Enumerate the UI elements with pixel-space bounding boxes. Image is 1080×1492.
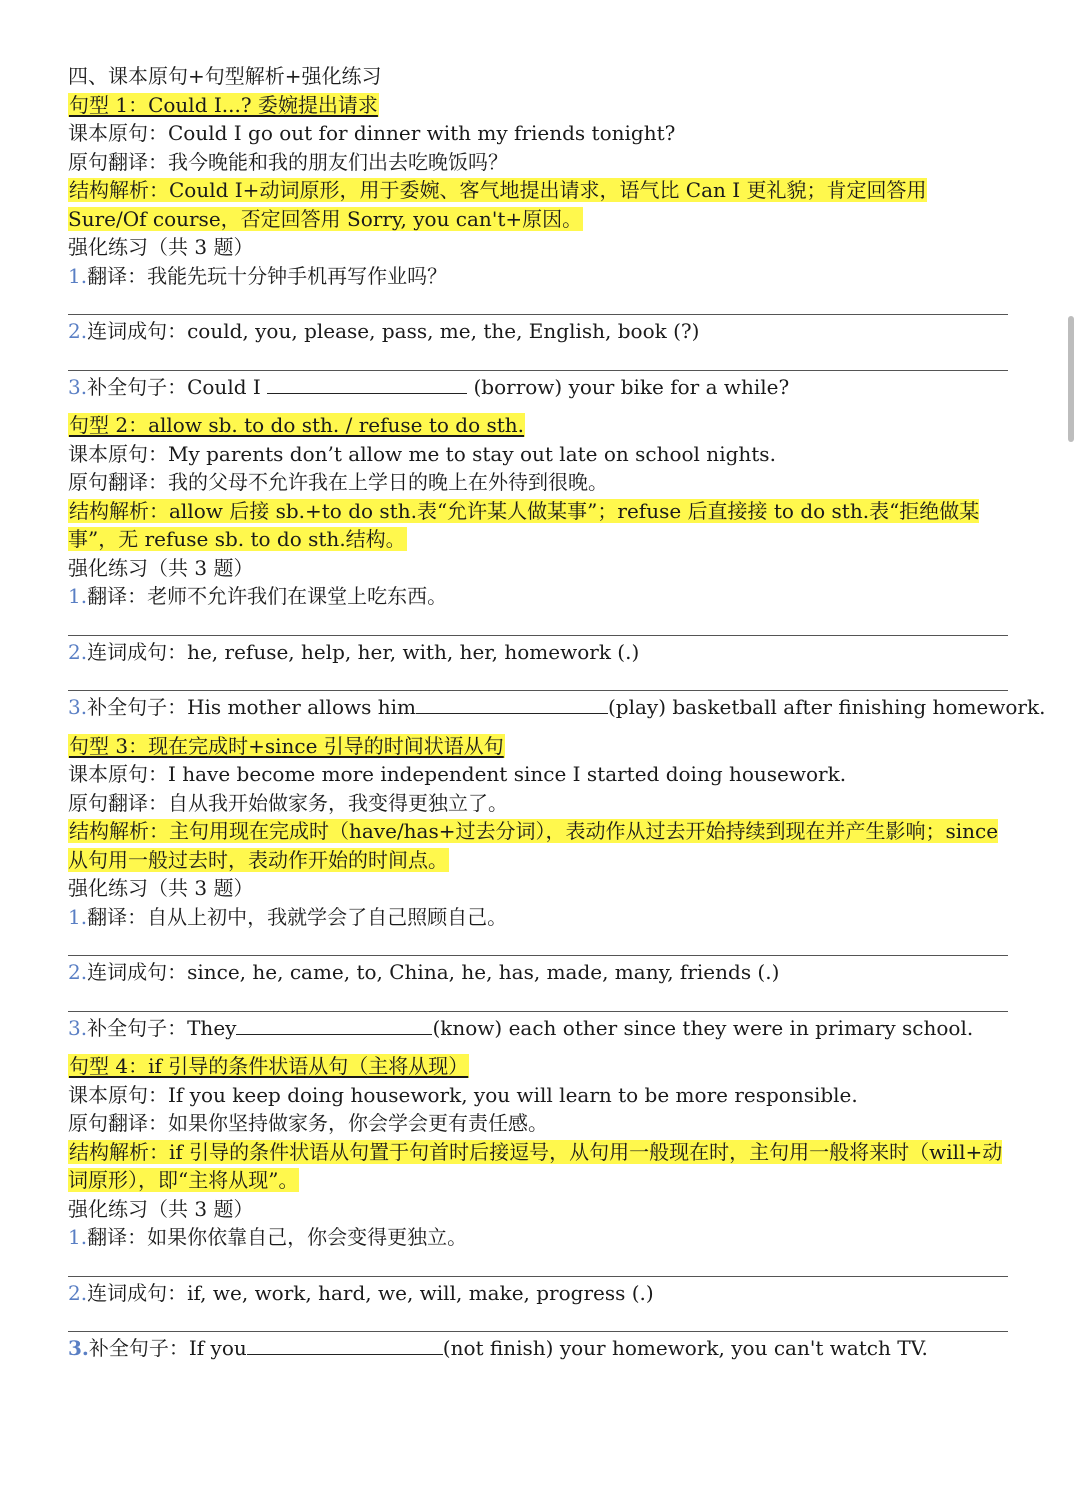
section-3 — [68, 732, 1008, 1043]
question-1: 1.翻译：老师不允许我们在课堂上吃东西。 — [68, 584, 448, 608]
page-heading: 四、课本原句+句型解析+强化练习 — [68, 64, 382, 88]
question-2: 2.连词成句：since, he, came, to, China, he, has, made, many, friends (.) — [68, 960, 780, 984]
question-2: 2.连词成句：he, refuse, help, her, with, her, homework (.) — [68, 639, 640, 664]
practice-title: 强化练习（共 3 题） — [68, 555, 254, 580]
fill-blank[interactable] — [247, 1334, 443, 1355]
scrollbar[interactable] — [1068, 316, 1074, 442]
original-sentence: 课本原句：My parents don’t allow me to stay out late on school nights. — [68, 441, 776, 466]
question-2: 2.连词成句：could, you, please, pass, me, the, English, book (?) — [68, 319, 700, 343]
original-sentence: 课本原句：I have become more independent since I started doing housework. — [68, 762, 847, 786]
section-title: 句型 2：allow sb. to do sth. / refuse to do sth. — [69, 413, 525, 437]
question-2: 2.连词成句：if, we, work, hard, we, will, make, progress (.) — [68, 1280, 654, 1305]
translation: 原句翻译：我今晚能和我的朋友们出去吃晚饭吗？ — [68, 149, 508, 174]
structure-analysis: 结构解析：Could I+动词原形，用于委婉、客气地提出请求，语气比 Can I 更礼貌；肯定回答用 Sure/Of course，否定回答用 Sorry, you can't+原因。 — [68, 178, 927, 231]
answer-line-2[interactable] — [68, 1307, 1008, 1332]
answer-line-2[interactable] — [68, 666, 1008, 691]
answer-line-1[interactable] — [68, 611, 1008, 636]
section-4 — [68, 1052, 1008, 1363]
practice-title: 强化练习（共 3 题） — [68, 1196, 254, 1221]
section-title: 句型 4：if 引导的条件状语从句（主将从现） — [69, 1054, 469, 1078]
answer-line-1[interactable] — [68, 1252, 1008, 1277]
practice-title: 强化练习（共 3 题） — [68, 235, 254, 259]
section-title: 句型 1：Could I...? 委婉提出请求 — [69, 92, 378, 117]
question-3: 3.补全句子：Could I (borrow) your bike for a while? — [68, 374, 790, 399]
fill-blank[interactable] — [267, 373, 467, 394]
answer-line-2[interactable] — [68, 346, 1008, 371]
question-1: 1.翻译：如果你依靠自己，你会变得更独立。 — [68, 1225, 468, 1249]
question-3: 3.补全句子：His mother allows him (play) basketball after finishing homework. — [68, 695, 1046, 719]
worksheet — [68, 62, 1046, 1363]
fill-blank[interactable] — [236, 1014, 432, 1035]
original-sentence: 课本原句：Could I go out for dinner with my friends tonight? — [68, 121, 676, 145]
structure-analysis: 结构解析：主句用现在完成时（have/has+过去分词），表动作从过去开始持续到现在并产生影响；since 从句用一般过去时，表动作开始的时间点。 — [68, 819, 999, 872]
answer-line-2[interactable] — [68, 987, 1008, 1012]
structure-analysis: 结构解析：allow 后接 sb.+to do sth.表“允许某人做某事”；refuse 后直接接 to do sth.表“拒绝做某事”，无 refuse sb. to do sth.结构。 — [68, 498, 980, 551]
practice-title: 强化练习（共 3 题） — [68, 876, 254, 900]
answer-line-1[interactable] — [68, 290, 1008, 315]
question-1: 1.翻译：自从上初中，我就学会了自己照顾自己。 — [68, 904, 508, 929]
structure-analysis: 结构解析：if 引导的条件状语从句置于句首时后接逗号，从句用一般现在时，主句用一般将来时（will+动词原形），即“主将从现”。 — [68, 1139, 1003, 1192]
question-1: 1.翻译：我能先玩十分钟手机再写作业吗？ — [68, 263, 448, 288]
section-title: 句型 3：现在完成时+since 引导的时间状语从句 — [69, 733, 504, 758]
section-1 — [68, 91, 1008, 402]
question-3: 3.补全句子：If you (not finish) your homework, you can't watch TV. — [68, 1336, 928, 1360]
fill-blank[interactable] — [416, 693, 608, 714]
answer-line-1[interactable] — [68, 931, 1008, 956]
section-2 — [68, 411, 1046, 722]
translation: 原句翻译：如果你坚持做家务，你会学会更有责任感。 — [68, 1111, 548, 1135]
question-3: 3.补全句子：They (know) each other since they were in primary school. — [68, 1015, 974, 1040]
translation: 原句翻译：我的父母不允许我在上学日的晚上在外待到很晚。 — [68, 470, 608, 494]
translation: 原句翻译：自从我开始做家务，我变得更独立了。 — [68, 790, 508, 815]
original-sentence: 课本原句：If you keep doing housework, you will learn to be more responsible. — [68, 1082, 858, 1107]
